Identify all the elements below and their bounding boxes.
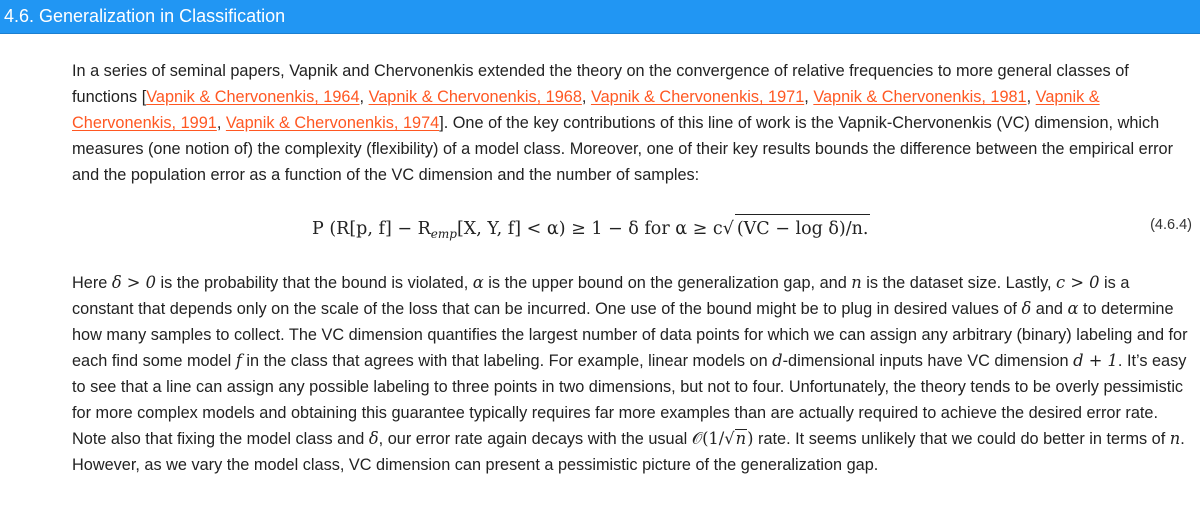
citation-link[interactable]: Vapnik & Chervonenkis, 1981	[813, 88, 1027, 106]
main-content	[72, 58, 1192, 478]
equation-formula: P (R[p, $f] - R_{emp}[X$, Y, f] < α) ≥ 1 − δ for α ≥ c√ (VC − log δ)/n.	[312, 214, 870, 247]
sqrt-symbol: √	[722, 219, 734, 239]
section-title: 4.6. Generalization in Classification	[4, 6, 286, 26]
equation-block	[72, 202, 1192, 262]
citation-link[interactable]: Vapnik & Chervonenkis, 1964	[146, 88, 360, 106]
citation-link[interactable]: Vapnik & Chervonenkis, 1971	[590, 88, 805, 106]
sqrt-symbol: √	[724, 429, 735, 448]
paragraph-intro: In a series of seminal papers, Vapnik and Chervonenkis extended the theory on the convergence of relative frequencies to more general classes of functions [Vapnik & Chervonenkis, 1964, Vapnik & Chervonenkis, 1968, Vapnik & Chervonenkis, 1971, Vapnik & Chervonenkis, 1981, Vapnik & Chervonenkis, 1991, Vapnik & Chervonenkis, 1974]. One of the key contributions of this line of work is the Vapnik-Chervonenkis (VC) dimension, which measures (one notion of) the complexity (flexibility) of a model class. Moreover, one of their key results bounds the difference between the empirical error and the population error as a function of the VC dimension and the number of samples:	[72, 62, 1174, 184]
equation-number: (4.6.4)	[1150, 217, 1192, 233]
citation-link[interactable]: Vapnik & Chervonenkis, 1991	[72, 88, 1100, 132]
big-o-notation: 𝒪(1/√n)	[691, 429, 754, 448]
citation-link[interactable]: Vapnik & Chervonenkis, 1974	[225, 114, 440, 132]
paragraph-explanation: Here δ > 0 is the probability that the bound is violated, α is the upper bound on the generalization gap, and n is the dataset size. Lastly, c > 0 is a constant that depends only on the scale of the loss that can be incurred. One use of the bound might be to plug in desired values of δ and α to determine how many samples to collect. The VC dimension quantifies the largest number of data points for which we can assign any arbitrary (binary) labeling and for each find some model f in the class that agrees with that labeling. For example, linear models on d-dimensional inputs have VC dimension d + 1. It’s easy to see that a line can assign any possible labeling to three points in two dimensions, but not to four. Unfortunately, the theory tends to be overly pessimistic for more complex models and obtaining this guarantee typically requires far more examples than are actually required to achieve the desired error rate. Note also that fixing the model class and δ, our error rate again decays with the usual 𝒪(1/√n) rate. It seems unlikely that we could do better in terms of n. However, as we vary the model class, VC dimension can present a pessimistic picture of the generalization gap.	[72, 273, 1188, 474]
citation-link[interactable]: Vapnik & Chervonenkis, 1968	[368, 88, 582, 106]
section-header	[0, 0, 1200, 34]
